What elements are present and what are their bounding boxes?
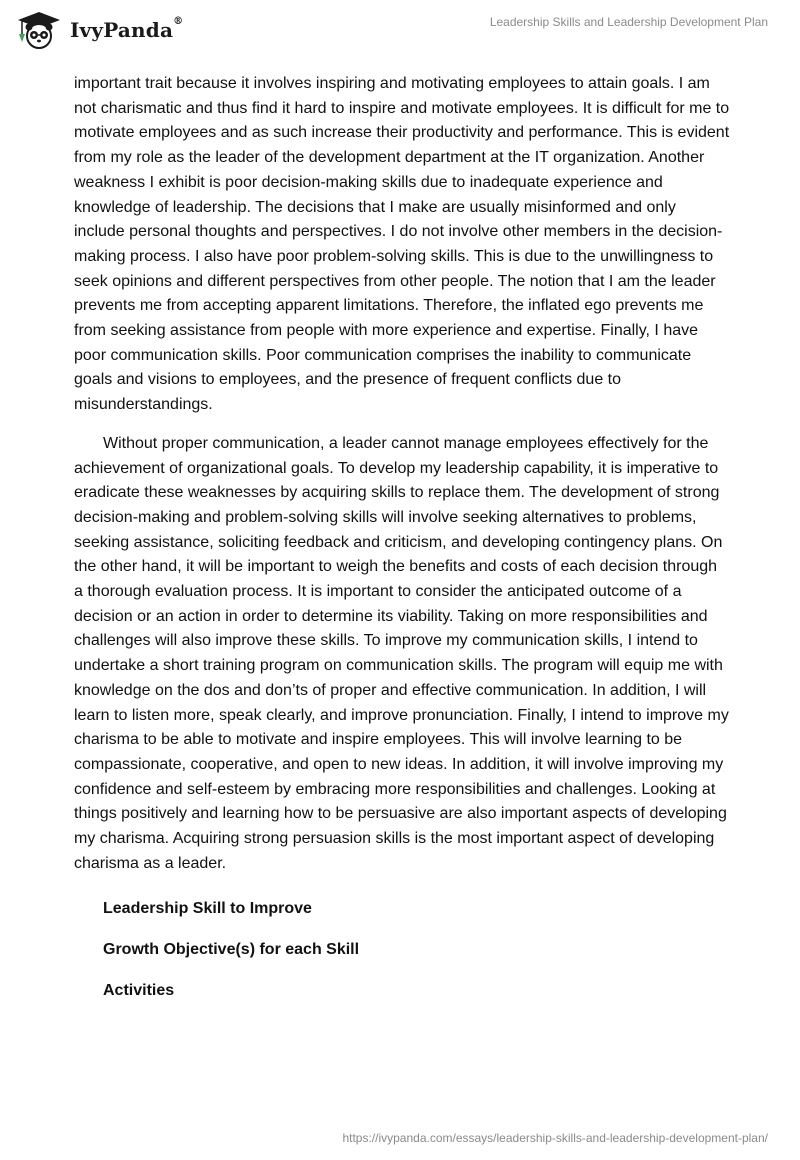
paragraph: Without proper communication, a leader cannot manage employees effectively for the achievement of organizational goals. To develop my leadership capability, it is imperative to eradicate these weaknesses by acquiring skills to replace them. The development of strong decision-making and problem-solving skills will involve seeking alternatives to problems, seeking assistance, soliciting feedback and criticism, and developing contingency plans. On the other hand, it will be important to weigh the benefits and costs of each decision through a thorough evaluation process. It is important to consider the anticipated outcome of a decision or an action in order to determine its viability. Taking on more responsibilities and challenges will also improve these skills. To improve my communication skills, I intend to undertake a short training program on communication skills. The program will equip me with knowledge on the dos and don’ts of proper and effective communication. In addition, I will learn to listen more, speak clearly, and improve pronunciation. Finally, I intend to improve my charisma to be able to motivate and inspire employees. This will involve learning to be compassionate, cooperative, and open to new ideas. In addition, it will involve improving my confidence and self-esteem by embracing more responsibilities and challenges. Looking at things positively and learning how to be persuasive are also important aspects of developing my charisma. Acquiring strong persuasion skills is the most important aspect of developing charisma as a leader. [74,434,729,872]
registered-mark: ® [173,16,184,27]
paragraph: important trait because it involves inspiring and motivating employees to attain goals. I am not charismatic and thus find it hard to inspire and motivate employees. It is difficult for me to motivate employees and as such increase their productivity and performance. This is evident from my role as the leader of the development department at the IT organization. Another weakness I exhibit is poor decision-making skills due to inadequate experience and knowledge of leadership. The decisions that I make are usually misinformed and only include personal thoughts and perspectives. I do not involve other members in the decision-making process. I also have poor problem-solving skills. This is due to the unwillingness to seek opinions and different perspectives from other people. The notion that I am the leader prevents me from accepting apparent limitations. Therefore, the inflated ego prevents me from seeking assistance from people with more experience and expertise. Finally, I have poor communication skills. Poor communication comprises the inability to communicate goals and visions to employees, and the presence of frequent conflicts due to misunderstandings. [74,75,730,414]
brand-name: IvyPanda® [70,16,184,42]
section-heading: Activities [103,981,175,999]
section-heading: Leadership Skill to Improve [103,899,312,917]
source-url[interactable]: https://ivypanda.com/essays/leadership-skills-and-leadership-development-plan/ [342,1131,768,1145]
document-title: Leadership Skills and Leadership Development Plan [489,15,768,29]
panda-graduation-icon [14,10,64,50]
ivypanda-logo[interactable] [14,10,183,50]
essay-body [74,72,730,1020]
section-heading: Growth Objective(s) for each Skill [103,940,360,958]
page-header [0,0,800,64]
